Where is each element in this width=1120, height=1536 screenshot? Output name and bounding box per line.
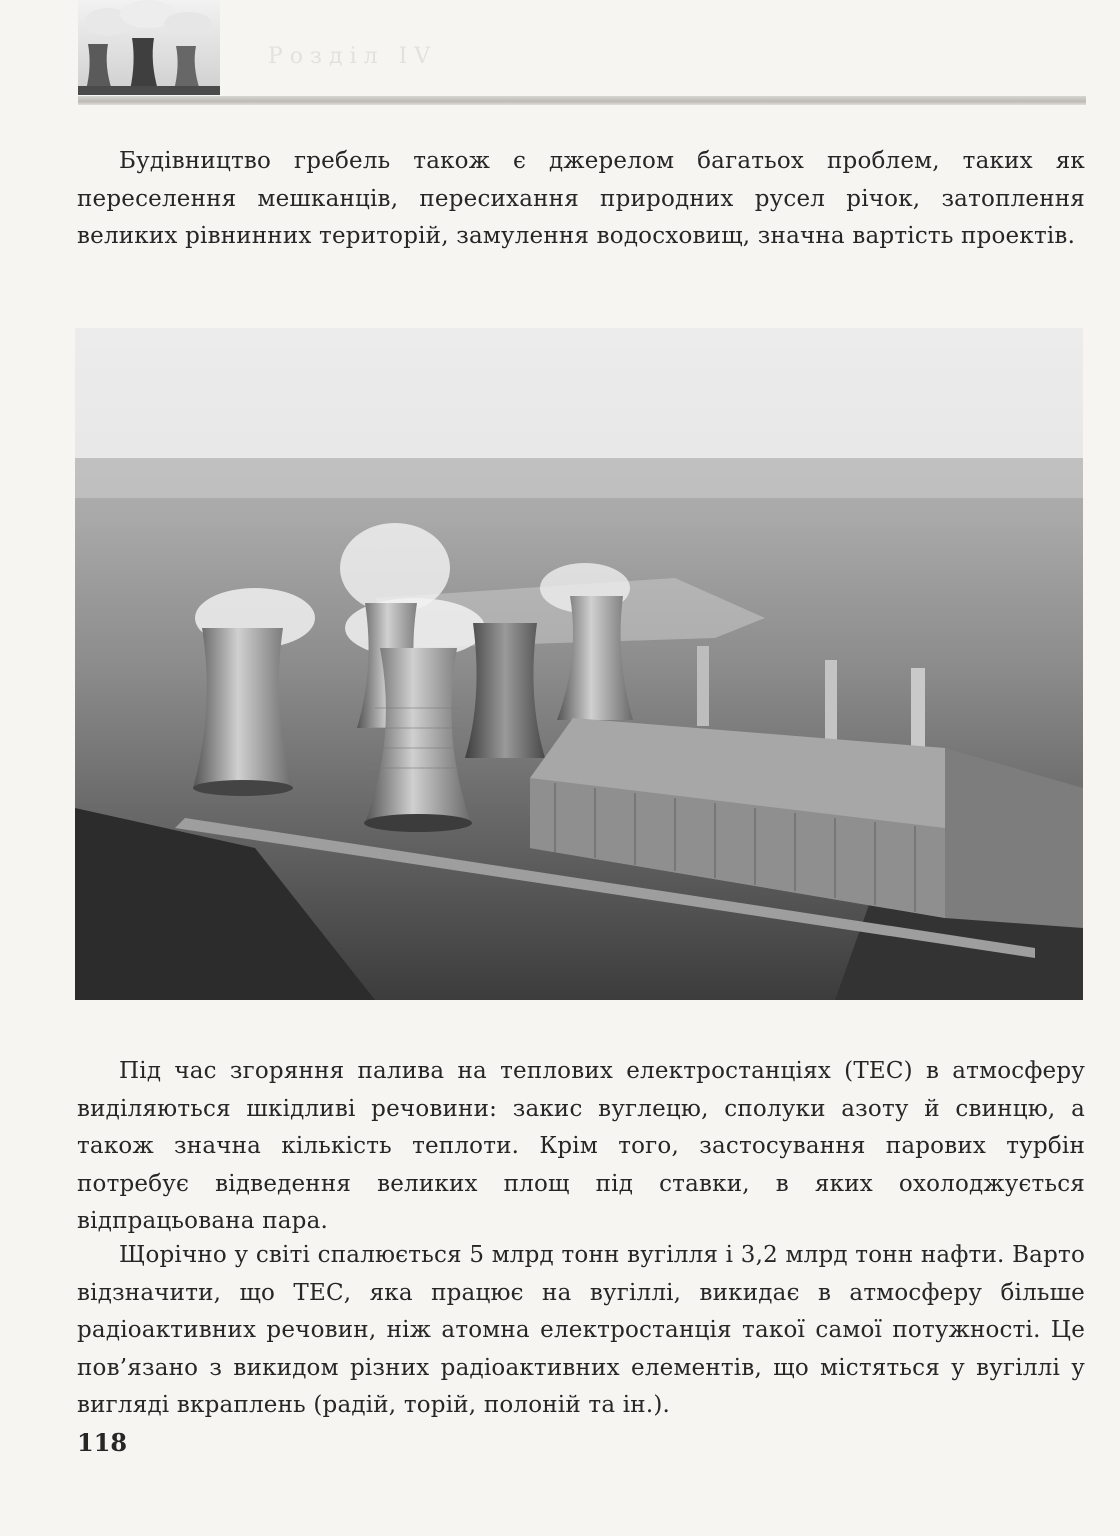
paragraph-dams: Будівництво гребель також є джерелом багатьох проблем, таких як переселення мешканців, пересихання природних русел річок, затоплення великих рівнинних територій, замулення водосховищ, значна вартість проектів. [77, 148, 1085, 249]
cooling-towers-icon [78, 0, 220, 95]
thermal-power-plant-photo [75, 328, 1083, 1000]
section-title: Розділ IV [268, 44, 438, 69]
page-number: 118 [77, 1428, 128, 1457]
paragraph-tes-emissions: Під час згоряння палива на теплових електростанціях (ТЕС) в атмосферу виділяються шкідливі речовини: закис вуглецю, сполуки азоту й свинцю, а також значна кількість теплоти. Крім того, застосування парових турбін потребує відведення великих площ під ставки, в яких охолоджується відпрацьована пара. [77, 1058, 1085, 1234]
header-rule [78, 96, 1086, 105]
paragraph-coal-radioactivity: Щорічно у світі спалюється 5 млрд тонн вугілля і 3,2 млрд тонн нафти. Варто відзначити, що ТЕС, яка працює на вугіллі, викидає в атмосферу більше радіоактивних речовин, ніж атомна електростанція такої самої потужності. Це пов’язано з викидом різних радіоактивних елементів, що містяться у вугіллі у вигляді вкраплень (радій, торій, полоній та ін.). [77, 1242, 1085, 1418]
